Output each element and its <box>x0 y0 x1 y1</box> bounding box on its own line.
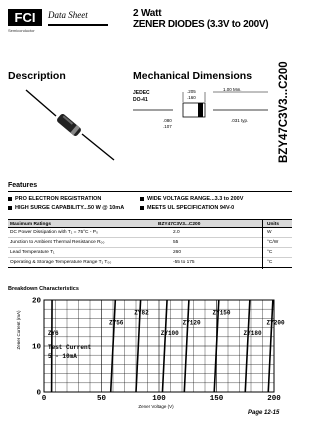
table-row: Operating & Storage Temperature Range T₁ T₀₀ -55 to 175 °C <box>8 258 292 268</box>
logo-subtext: Semiconductor <box>8 28 35 33</box>
series-label: ZY6 <box>47 329 59 337</box>
header-unit: Units <box>267 222 279 227</box>
x-axis-label: Zener Voltage (V) <box>138 404 174 409</box>
y-tick-label: 20 <box>31 297 41 306</box>
bullet-icon <box>140 206 144 210</box>
package-label: JEDEC <box>133 90 150 96</box>
x-tick-label: 50 <box>96 395 107 403</box>
table-row: Lead Temperature T₁ 260 °C <box>8 248 292 258</box>
series-label: ZY100 <box>160 329 179 337</box>
dim-lead: 1.00 Min. <box>223 88 242 92</box>
table-divider <box>262 219 263 269</box>
x-tick-label: 100 <box>152 395 166 403</box>
table-row: DC Power Dissipation with T₁ = 75°C - P₀ 2.0 W <box>8 228 292 238</box>
bullet-icon <box>8 206 12 210</box>
mechanical-dimensions-drawing <box>133 88 268 130</box>
header-value: BZY47C3V3...C200 <box>158 222 201 227</box>
feature-item: WIDE VOLTAGE RANGE...3.3 to 200V <box>140 196 243 202</box>
y-axis-label: Zener Current (mA) <box>16 310 21 350</box>
header-rule <box>48 24 108 26</box>
dim-left-a: .080 <box>163 118 172 123</box>
header-label: Maximum Ratings <box>10 222 52 227</box>
mechanical-heading: Mechanical Dimensions <box>133 70 253 82</box>
part-number: BZY47C3V3...C200 <box>278 61 290 163</box>
dim-wire: .031 typ. <box>231 118 249 123</box>
page-number: Page 12-15 <box>248 410 280 416</box>
table-header-row <box>8 219 292 228</box>
feature-item: MEETS UL SPECIFICATION 94V-0 <box>140 205 234 211</box>
series-label: ZY82 <box>134 309 149 317</box>
doc-type-label: Data Sheet <box>48 10 88 20</box>
series-label: ZY180 <box>243 329 262 337</box>
bullet-icon <box>140 197 144 201</box>
page-title-line2: ZENER DIODES (3.3V to 200V) <box>133 19 269 30</box>
breakdown-title: Breakdown Characteristics <box>8 286 79 292</box>
ratings-table <box>8 219 292 268</box>
breakdown-chart <box>8 292 292 410</box>
x-tick-label: 0 <box>41 395 47 403</box>
series-label: ZY56 <box>109 319 124 327</box>
page-title-line1: 2 Watt <box>133 8 162 19</box>
bullet-icon <box>8 197 12 201</box>
dim-top-b: .160 <box>187 95 196 100</box>
dim-top-a: .205 <box>187 89 196 94</box>
x-tick-label: 200 <box>267 395 281 403</box>
feature-item: HIGH SURGE CAPABILITY...50 W @ 10mA <box>8 205 124 211</box>
annotation-test-current: Test Current <box>48 344 92 351</box>
series-label: ZY120 <box>182 319 201 327</box>
series-label: ZY200 <box>266 319 285 327</box>
dim-left-b: .107 <box>163 124 172 129</box>
annotation-test-current-range: 5 - 10mA <box>48 353 77 360</box>
table-row: Junction to Ambient Thermal Resistance R₀₀ 55 °C/W <box>8 238 292 248</box>
y-tick-label: 10 <box>31 343 41 352</box>
fci-logo <box>8 9 42 26</box>
series-label: ZY150 <box>212 309 231 317</box>
part-number-vertical <box>272 35 292 165</box>
package-code: DO-41 <box>133 97 148 103</box>
x-tick-label: 150 <box>209 395 224 403</box>
y-tick-label: 0 <box>36 389 41 398</box>
feature-item: PRO ELECTRON REGISTRATION <box>8 196 101 202</box>
description-heading: Description <box>8 70 66 82</box>
features-rule <box>8 191 292 192</box>
diode-illustration <box>20 84 120 164</box>
features-heading: Features <box>8 182 38 189</box>
logo-text: FCI <box>14 10 36 25</box>
